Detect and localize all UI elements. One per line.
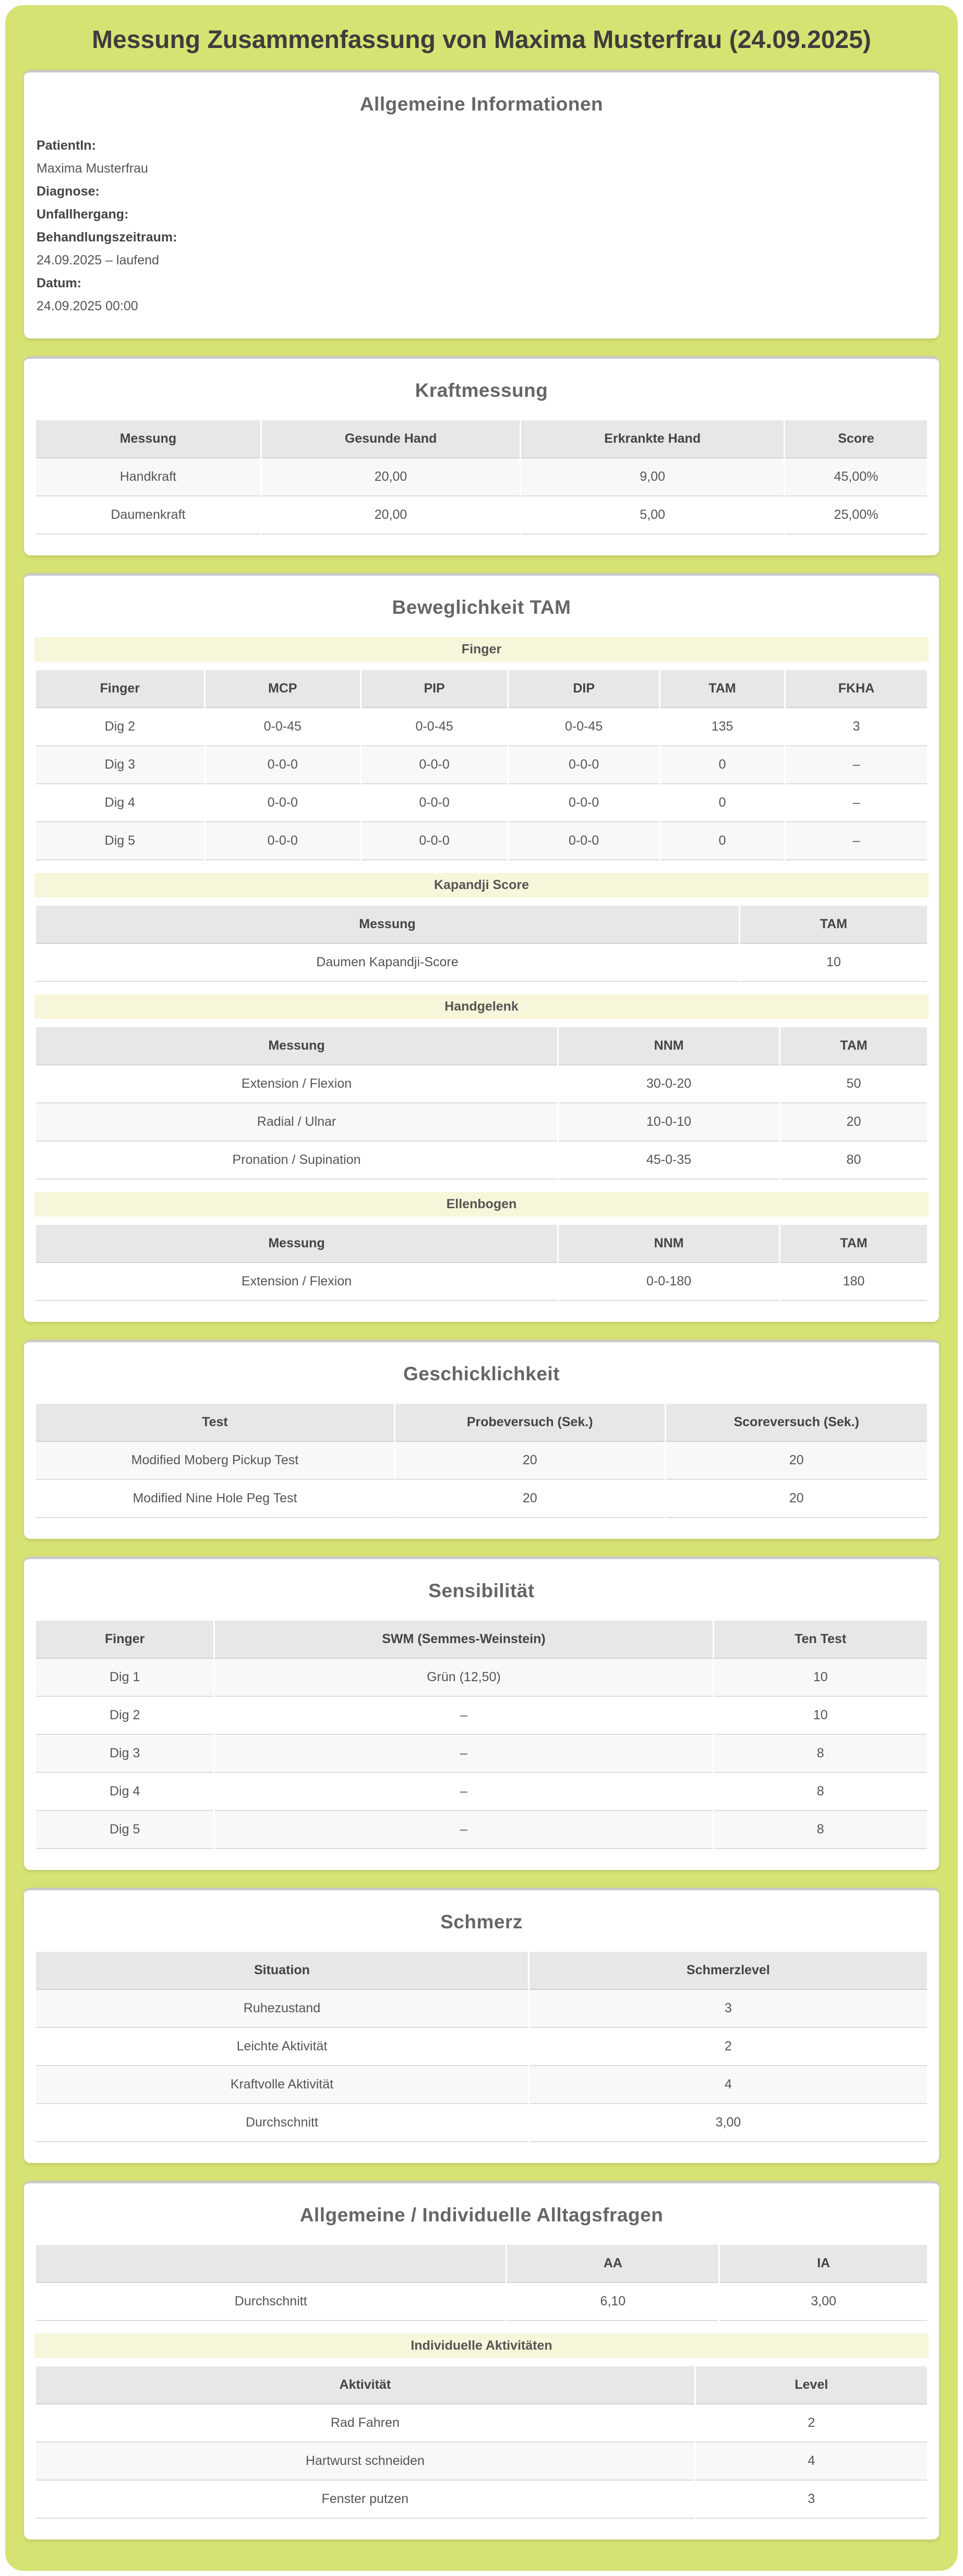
table-row: [36, 2443, 927, 2481]
table-cell: Extension / Flexion: [36, 1263, 557, 1301]
table-cell: 0: [660, 784, 784, 822]
table-cell: Durchschnitt: [36, 2283, 505, 2321]
section-kraftmessung: [24, 356, 939, 555]
table-cell: 0-0-0: [206, 822, 360, 860]
section-general-info: [24, 70, 939, 338]
alltagsfragen_aktivitaeten-table: [34, 2366, 929, 2519]
table-cell: 0-0-0: [509, 746, 659, 784]
table-cell: Modified Moberg Pickup Test: [36, 1442, 394, 1480]
table-row: [36, 1990, 927, 2028]
alltagsfragen-heading: Allgemeine / Individuelle Alltagsfragen: [299, 2204, 664, 2226]
column-header: Score: [785, 420, 927, 458]
table-cell: 20: [666, 1442, 927, 1480]
table-cell: –: [215, 1735, 712, 1773]
table-cell: 20: [780, 1103, 927, 1141]
beweglichkeit-heading: Beweglichkeit TAM: [392, 596, 571, 618]
kraftmessung-table: [34, 420, 929, 534]
table-row: [36, 2028, 927, 2066]
table-cell: –: [786, 784, 927, 822]
info-label: PatientIn:: [37, 138, 96, 153]
column-header: TAM: [740, 906, 927, 944]
alltagsfragen_summary-table: [34, 2245, 929, 2321]
beweglichkeit-subsections: [34, 637, 929, 1301]
subsection-band: Ellenbogen: [34, 1192, 929, 1217]
subsection-band: Handgelenk: [34, 994, 929, 1019]
table-cell: Dig 1: [36, 1659, 213, 1697]
schmerz-table: [34, 1952, 929, 2142]
table-cell: –: [215, 1773, 712, 1811]
column-header: Scoreversuch (Sek.): [666, 1404, 927, 1442]
table-row: [36, 2066, 927, 2104]
kraftmessung-header-row: [36, 420, 927, 458]
table-row: [36, 2404, 927, 2443]
schmerz-table-container: [34, 1952, 929, 2142]
table-cell: 2: [529, 2028, 927, 2066]
table-row: [36, 746, 927, 784]
beweglichkeit-sub-0-table: [34, 670, 929, 860]
table-cell: 0-0-0: [362, 822, 507, 860]
schmerz-heading: Schmerz: [440, 1911, 523, 1933]
table-cell: 0-0-45: [362, 708, 507, 746]
table-cell: –: [786, 822, 927, 860]
table-row: [36, 496, 927, 534]
table-cell: 45,00%: [785, 458, 927, 496]
table-cell: 8: [714, 1773, 927, 1811]
table-cell: 0-0-0: [362, 784, 507, 822]
table-cell: 0-0-0: [206, 746, 360, 784]
column-header: TAM: [780, 1225, 927, 1263]
table-cell: Extension / Flexion: [36, 1065, 557, 1103]
table-cell: 0: [660, 746, 784, 784]
table-cell: 0-0-45: [206, 708, 360, 746]
table-cell: 0: [660, 822, 784, 860]
table-cell: Dig 3: [36, 1735, 213, 1773]
table-cell: Modified Nine Hole Peg Test: [36, 1480, 394, 1518]
sensibilitaet-table-container: [34, 1621, 929, 1849]
table-cell: Dig 3: [36, 746, 204, 784]
table-cell: 25,00%: [785, 496, 927, 534]
table-cell: 45-0-35: [559, 1141, 779, 1180]
column-header: Finger: [36, 670, 204, 708]
column-header: Schmerzlevel: [529, 1952, 927, 1990]
individuelle-aktivitaeten-band: Individuelle Aktivitäten: [34, 2334, 929, 2358]
general-info-heading: Allgemeine Informationen: [359, 93, 604, 115]
kraftmessung-table-container: [34, 420, 929, 534]
table-cell: 0-0-0: [509, 784, 659, 822]
table-cell: Ruhezustand: [36, 1990, 528, 2028]
sensibilitaet-header-row: [36, 1621, 927, 1659]
table-row: [36, 1811, 927, 1849]
table-row: [36, 944, 927, 982]
table-cell: 10: [714, 1697, 927, 1735]
table-row: [36, 2481, 927, 2519]
geschicklichkeit-heading: Geschicklichkeit: [403, 1363, 560, 1384]
subsection-band: Kapandji Score: [34, 873, 929, 897]
column-header: AA: [507, 2245, 718, 2283]
table-cell: Grün (12,50): [215, 1659, 712, 1697]
table-cell: 20,00: [262, 496, 520, 534]
table-cell: Dig 2: [36, 708, 204, 746]
section-geschicklichkeit: [24, 1340, 939, 1539]
column-header: Messung: [36, 906, 739, 944]
column-header: TAM: [780, 1027, 927, 1065]
table-row: [36, 1141, 927, 1180]
info-value: 24.09.2025 00:00: [37, 298, 138, 313]
table-row: [36, 708, 927, 746]
alltagsfragen_summary-header-row: [36, 2245, 927, 2283]
beweglichkeit-sub-2-header-row: [36, 1027, 927, 1065]
table-cell: 10: [740, 944, 927, 982]
table-row: [36, 822, 927, 860]
table-cell: 0-0-180: [559, 1263, 779, 1301]
table-cell: Durchschnitt: [36, 2104, 528, 2142]
table-cell: 20,00: [262, 458, 520, 496]
section-schmerz: [24, 1888, 939, 2163]
table-row: [36, 2283, 927, 2321]
table-cell: –: [215, 1811, 712, 1849]
table-cell: Radial / Ulnar: [36, 1103, 557, 1141]
table-cell: 20: [395, 1442, 665, 1480]
table-cell: 30-0-20: [559, 1065, 779, 1103]
table-cell: 0-0-45: [509, 708, 659, 746]
table-cell: 10-0-10: [559, 1103, 779, 1141]
column-header: SWM (Semmes-Weinstein): [215, 1621, 712, 1659]
table-cell: 3: [696, 2481, 927, 2519]
table-cell: 3,00: [720, 2283, 927, 2321]
table-row: [36, 1263, 927, 1301]
column-header: Test: [36, 1404, 394, 1442]
info-label: Diagnose:: [37, 184, 100, 199]
table-row: [36, 1480, 927, 1518]
geschicklichkeit-header-row: [36, 1404, 927, 1442]
general-info-list: [34, 134, 929, 318]
table-row: [36, 458, 927, 496]
section-alltagsfragen: [24, 2181, 939, 2539]
column-header: Situation: [36, 1952, 528, 1990]
beweglichkeit-sub-3-table: [34, 1225, 929, 1301]
table-cell: 0-0-0: [206, 784, 360, 822]
column-header: DIP: [509, 670, 659, 708]
table-cell: 4: [696, 2443, 927, 2481]
beweglichkeit-sub-2-table: [34, 1027, 929, 1180]
alltagsfragen-aktivitaeten-table-container: [34, 2366, 929, 2519]
column-header: Messung: [36, 1027, 557, 1065]
table-cell: 3: [786, 708, 927, 746]
column-header: PIP: [362, 670, 507, 708]
table-cell: Handkraft: [36, 458, 260, 496]
table-row: [36, 1442, 927, 1480]
table-cell: Fenster putzen: [36, 2481, 694, 2519]
column-header: Finger: [36, 1621, 213, 1659]
table-cell: 3,00: [529, 2104, 927, 2142]
table-cell: 80: [780, 1141, 927, 1180]
kraftmessung-heading: Kraftmessung: [415, 379, 548, 401]
table-row: [36, 1697, 927, 1735]
beweglichkeit-sub-1-table: [34, 906, 929, 982]
table-row: [36, 1065, 927, 1103]
section-sensibilitaet: [24, 1557, 939, 1870]
info-label: Datum:: [37, 275, 82, 290]
geschicklichkeit-table: [34, 1404, 929, 1518]
column-header: MCP: [206, 670, 360, 708]
table-row: [36, 784, 927, 822]
subsection-band: Finger: [34, 637, 929, 662]
column-header: Messung: [36, 1225, 557, 1263]
table-cell: 10: [714, 1659, 927, 1697]
table-cell: –: [215, 1697, 712, 1735]
table-cell: 8: [714, 1735, 927, 1773]
beweglichkeit-sub-3-header-row: [36, 1225, 927, 1263]
column-header: Aktivität: [36, 2366, 694, 2404]
table-row: [36, 1659, 927, 1697]
table-cell: Dig 5: [36, 1811, 213, 1849]
column-header: TAM: [660, 670, 784, 708]
table-cell: 4: [529, 2066, 927, 2104]
table-cell: 20: [395, 1480, 665, 1518]
info-label: Unfallhergang:: [37, 206, 129, 222]
report-page: [5, 5, 958, 2571]
table-row: [36, 2104, 927, 2142]
section-beweglichkeit-tam: [24, 573, 939, 1322]
table-cell: 6,10: [507, 2283, 718, 2321]
column-header: IA: [720, 2245, 927, 2283]
column-header: Ten Test: [714, 1621, 927, 1659]
column-header: Probeversuch (Sek.): [395, 1404, 665, 1442]
column-header: Level: [696, 2366, 927, 2404]
column-header: NNM: [559, 1225, 779, 1263]
table-cell: Hartwurst schneiden: [36, 2443, 694, 2481]
column-header: FKHA: [786, 670, 927, 708]
table-cell: Rad Fahren: [36, 2404, 694, 2443]
table-cell: Dig 4: [36, 1773, 213, 1811]
beweglichkeit-sub-1-header-row: [36, 906, 927, 944]
table-cell: Daumenkraft: [36, 496, 260, 534]
table-cell: 8: [714, 1811, 927, 1849]
page-title: Messung Zusammenfassung von Maxima Musterfrau (24.09.2025): [92, 26, 871, 54]
table-cell: 3: [529, 1990, 927, 2028]
table-cell: Dig 4: [36, 784, 204, 822]
column-header: Messung: [36, 420, 260, 458]
geschicklichkeit-table-container: [34, 1404, 929, 1518]
table-cell: 5,00: [521, 496, 784, 534]
info-value: 24.09.2025 – laufend: [37, 252, 159, 268]
table-cell: Kraftvolle Aktivität: [36, 2066, 528, 2104]
table-cell: Dig 2: [36, 1697, 213, 1735]
table-cell: 9,00: [521, 458, 784, 496]
table-cell: 20: [666, 1480, 927, 1518]
table-row: [36, 1735, 927, 1773]
sensibilitaet-heading: Sensibilität: [428, 1579, 535, 1601]
column-header: [36, 2245, 505, 2283]
column-header: Erkrankte Hand: [521, 420, 784, 458]
alltagsfragen-summary-table-container: [34, 2245, 929, 2321]
info-label: Behandlungszeitraum:: [37, 229, 177, 245]
table-cell: 0-0-0: [362, 746, 507, 784]
info-value: Maxima Musterfrau: [37, 161, 148, 176]
sensibilitaet-table: [34, 1621, 929, 1849]
beweglichkeit-sub-0-header-row: [36, 670, 927, 708]
table-cell: Dig 5: [36, 822, 204, 860]
table-row: [36, 1103, 927, 1141]
column-header: NNM: [559, 1027, 779, 1065]
table-cell: Daumen Kapandji-Score: [36, 944, 739, 982]
table-cell: –: [786, 746, 927, 784]
table-cell: 180: [780, 1263, 927, 1301]
table-row: [36, 1773, 927, 1811]
table-cell: 2: [696, 2404, 927, 2443]
table-cell: Pronation / Supination: [36, 1141, 557, 1180]
table-cell: Leichte Aktivität: [36, 2028, 528, 2066]
column-header: Gesunde Hand: [262, 420, 520, 458]
table-cell: 135: [660, 708, 784, 746]
table-cell: 0-0-0: [509, 822, 659, 860]
table-cell: 50: [780, 1065, 927, 1103]
alltagsfragen_aktivitaeten-header-row: [36, 2366, 927, 2404]
schmerz-header-row: [36, 1952, 927, 1990]
